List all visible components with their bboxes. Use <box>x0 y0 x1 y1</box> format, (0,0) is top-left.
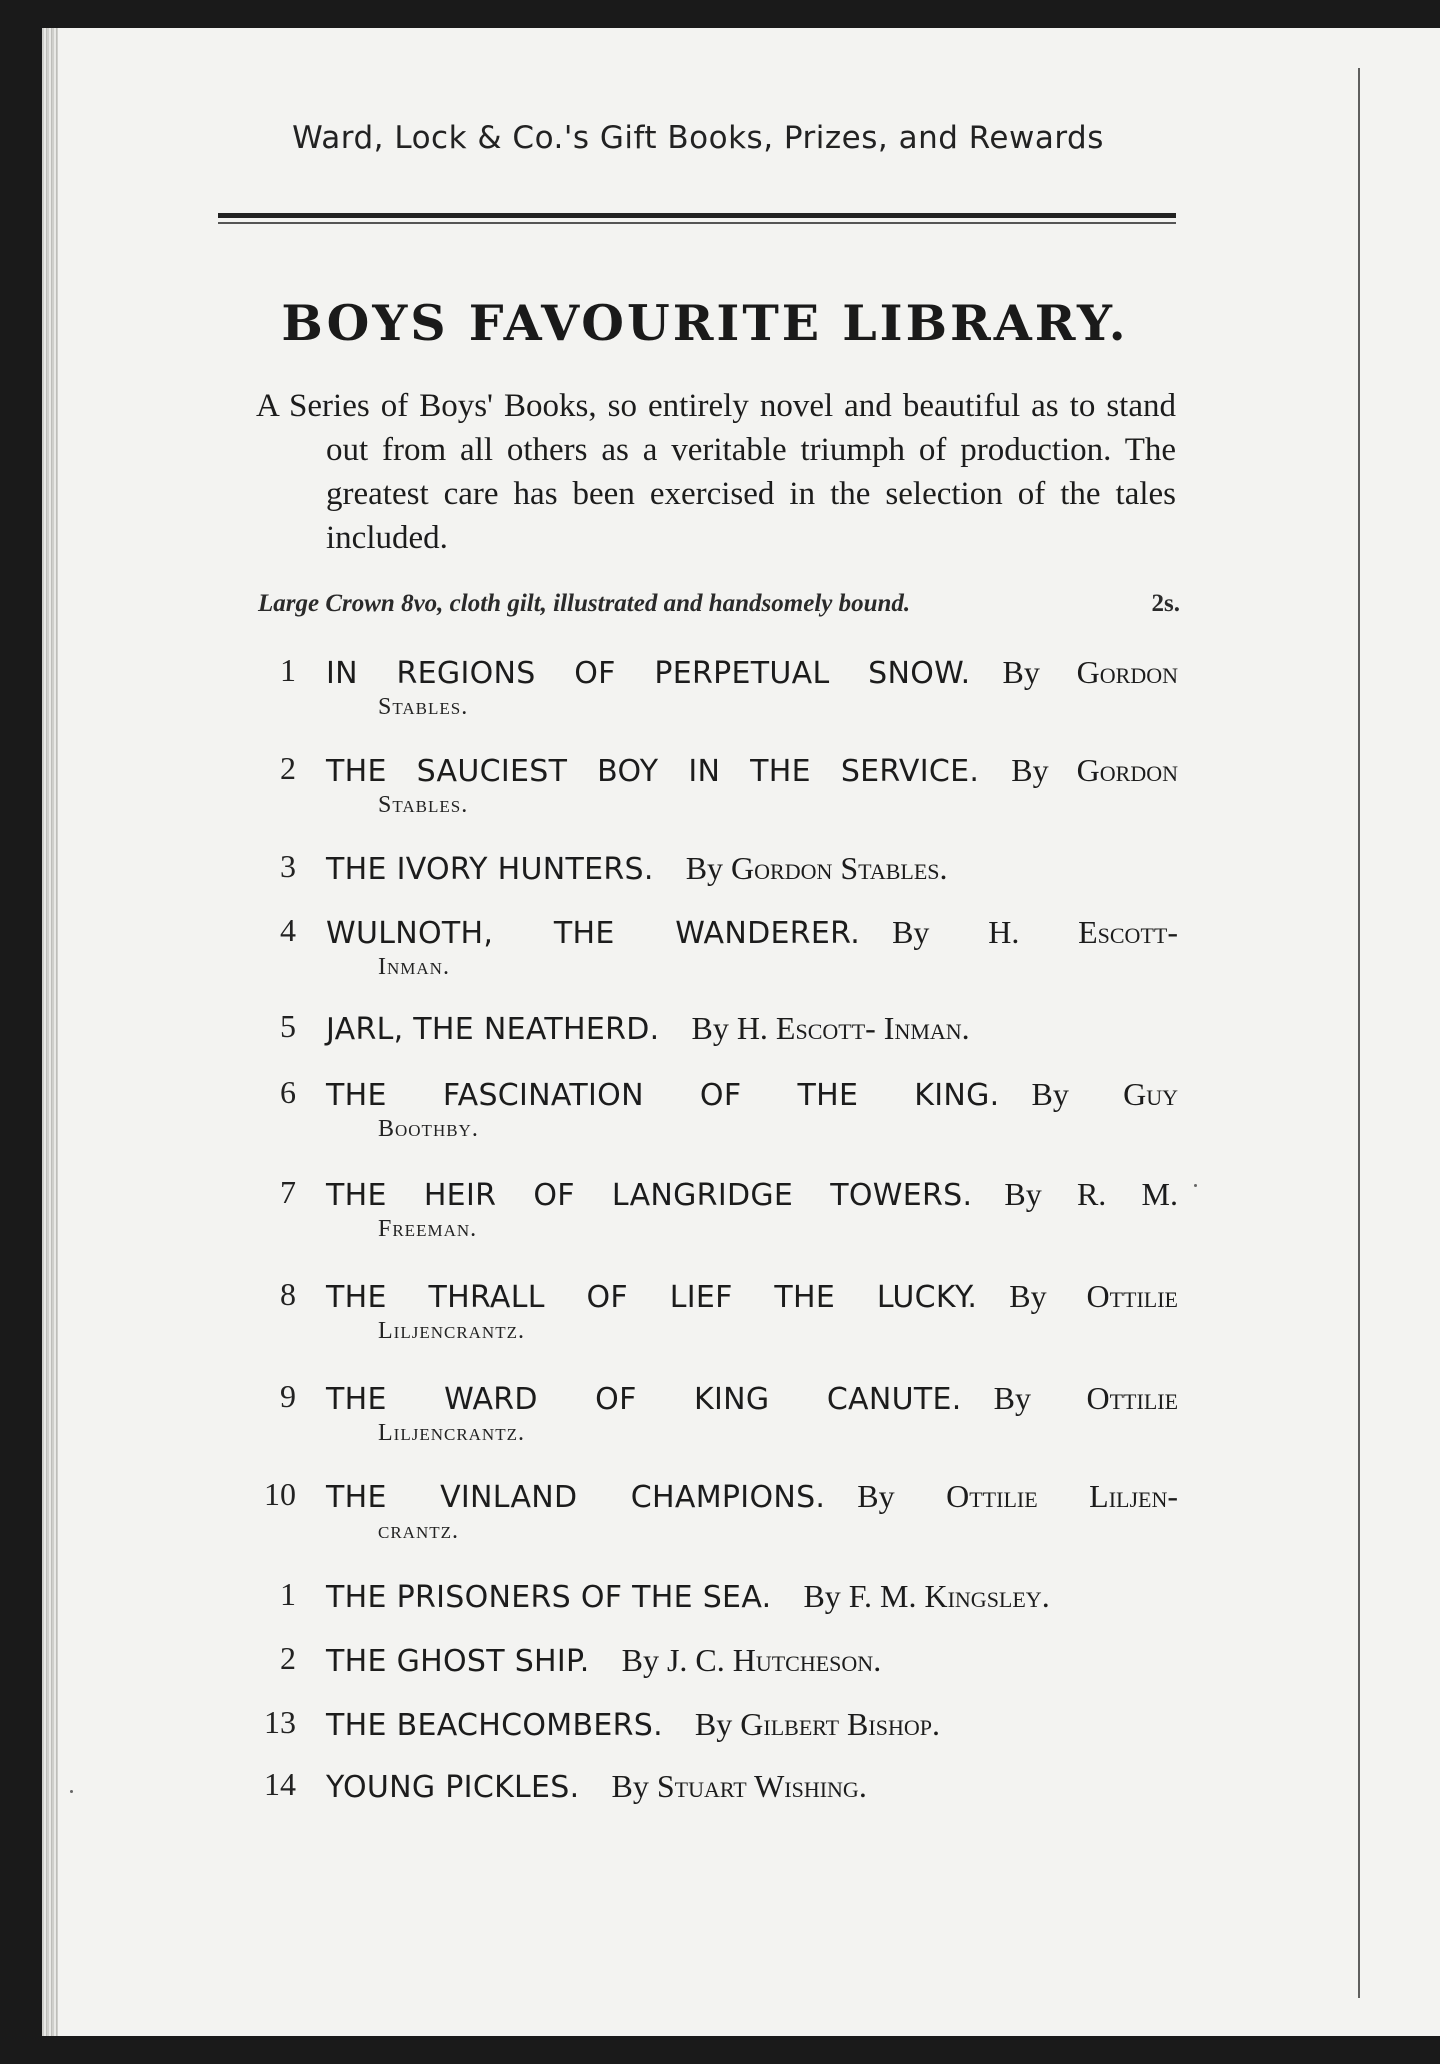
page-right-edge <box>1358 68 1360 1998</box>
series-intro: A Series of Boys' Books, so entirely novel and beautiful as to stand out from all others as a veritable triumph of production. The greatest care has been exercised in the selection of the tales included. <box>256 388 1176 556</box>
book-by: By <box>1009 1278 1047 1314</box>
book-by: By <box>685 850 724 886</box>
book-title: THE FASCINATION OF THE KING. <box>326 1078 1000 1113</box>
header-rule <box>218 213 1176 218</box>
speck-mark <box>1194 1184 1197 1187</box>
book-by: By <box>621 1642 659 1678</box>
book-number: 6 <box>280 1074 296 1110</box>
book-author-continued: crantz. <box>378 1518 459 1544</box>
page-edges <box>42 28 58 2036</box>
book-author: R. M. <box>1076 1176 1178 1212</box>
book-line <box>326 1704 1178 1746</box>
book-number: 3 <box>280 848 296 884</box>
book-number: 1 <box>280 1576 296 1612</box>
edition-price: 2s. <box>1151 590 1180 617</box>
book-number: 13 <box>264 1704 296 1740</box>
book-author-continued: Boothby. <box>378 1116 479 1142</box>
book-title: THE VINLAND CHAMPIONS. <box>326 1480 826 1515</box>
book-line <box>326 1766 1178 1808</box>
book-number: 7 <box>280 1174 296 1210</box>
book-title: YOUNG PICKLES. <box>326 1770 580 1805</box>
header-rule-thin <box>218 222 1176 224</box>
book-line <box>326 1008 1178 1050</box>
book-author: Ottilie <box>1086 1278 1178 1314</box>
book-title: THE IVORY HUNTERS. <box>326 852 654 887</box>
speck-mark <box>70 1790 73 1793</box>
book-title: THE BEACHCOMBERS. <box>326 1708 663 1743</box>
book-number: 5 <box>280 1008 296 1044</box>
series-title: BOYS FAVOURITE LIBRARY. <box>281 294 1129 352</box>
book-line <box>326 848 1178 890</box>
book-line <box>326 1174 1178 1216</box>
book-author-continued: Inman. <box>378 954 450 980</box>
edition-description: Large Crown 8vo, cloth gilt, illustrated and handsomely bound. <box>258 590 911 617</box>
book-by: By <box>1011 752 1049 788</box>
book-number: 2 <box>280 1640 296 1676</box>
book-line <box>326 1074 1178 1116</box>
book-author: Gordon Stables. <box>731 850 948 886</box>
book-title: THE THRALL OF LIEF THE LUCKY. <box>326 1280 978 1315</box>
book-author-continued: Stables. <box>378 792 469 818</box>
book-number: 14 <box>264 1766 296 1802</box>
book-by: By <box>611 1768 649 1804</box>
book-line <box>326 652 1178 694</box>
book-author: Guy <box>1123 1076 1179 1112</box>
book-number: 2 <box>280 750 296 786</box>
book-title: WULNOTH, THE WANDERER. <box>326 916 861 951</box>
book-by: By <box>694 1706 733 1742</box>
book-title: THE SAUCIEST BOY IN THE SERVICE. <box>326 754 980 789</box>
book-line <box>326 1378 1178 1420</box>
book-line <box>326 1476 1178 1518</box>
book-author: J. C. Hutcheson. <box>666 1642 882 1678</box>
book-by: By <box>1002 654 1040 690</box>
book-author-continued: Stables. <box>378 694 469 720</box>
book-number: 8 <box>280 1276 296 1312</box>
book-line <box>326 1576 1178 1618</box>
book-line <box>326 912 1178 954</box>
book-by: By <box>857 1478 895 1514</box>
edition-line <box>258 590 1180 618</box>
book-line <box>326 750 1178 792</box>
book-number: 9 <box>280 1378 296 1414</box>
book-author: Stuart Wishing. <box>656 1768 867 1804</box>
book-by: By <box>1004 1176 1042 1212</box>
book-title: THE GHOST SHIP. <box>326 1644 590 1679</box>
book-author: Gordon <box>1076 654 1179 690</box>
book-line <box>326 1276 1178 1318</box>
running-header: Ward, Lock & Co.'s Gift Books, Prizes, and Rewards <box>292 120 1104 156</box>
book-author: Gilbert Bishop. <box>740 1706 940 1742</box>
book-author: Ottilie <box>1086 1380 1179 1416</box>
book-author: H. Escott- <box>988 914 1178 950</box>
book-title: IN REGIONS OF PERPETUAL SNOW. <box>326 656 971 691</box>
book-title: THE WARD OF KING CANUTE. <box>326 1382 962 1417</box>
book-number: 4 <box>280 912 296 948</box>
book-author-continued: Liljencrantz. <box>378 1420 525 1446</box>
book-by: By <box>803 1578 841 1614</box>
book-title: THE PRISONERS OF THE SEA. <box>326 1580 772 1615</box>
book-author: H. Escott- Inman. <box>736 1010 970 1046</box>
book-author: Gordon <box>1076 752 1179 788</box>
book-number: 1 <box>280 652 296 688</box>
book-title: JARL, THE NEATHERD. <box>326 1012 660 1047</box>
book-author-continued: Liljencrantz. <box>378 1318 525 1344</box>
book-by: By <box>892 914 930 950</box>
book-line <box>326 1640 1178 1682</box>
book-by: By <box>691 1010 729 1046</box>
book-author-continued: Freeman. <box>378 1216 478 1242</box>
book-by: By <box>1031 1076 1069 1112</box>
book-author: Ottilie Liljen- <box>946 1478 1178 1514</box>
book-title: THE HEIR OF LANGRIDGE TOWERS. <box>326 1178 973 1213</box>
book-number: 10 <box>264 1476 296 1512</box>
book-author: F. M. Kingsley. <box>848 1578 1050 1614</box>
book-by: By <box>993 1380 1031 1416</box>
